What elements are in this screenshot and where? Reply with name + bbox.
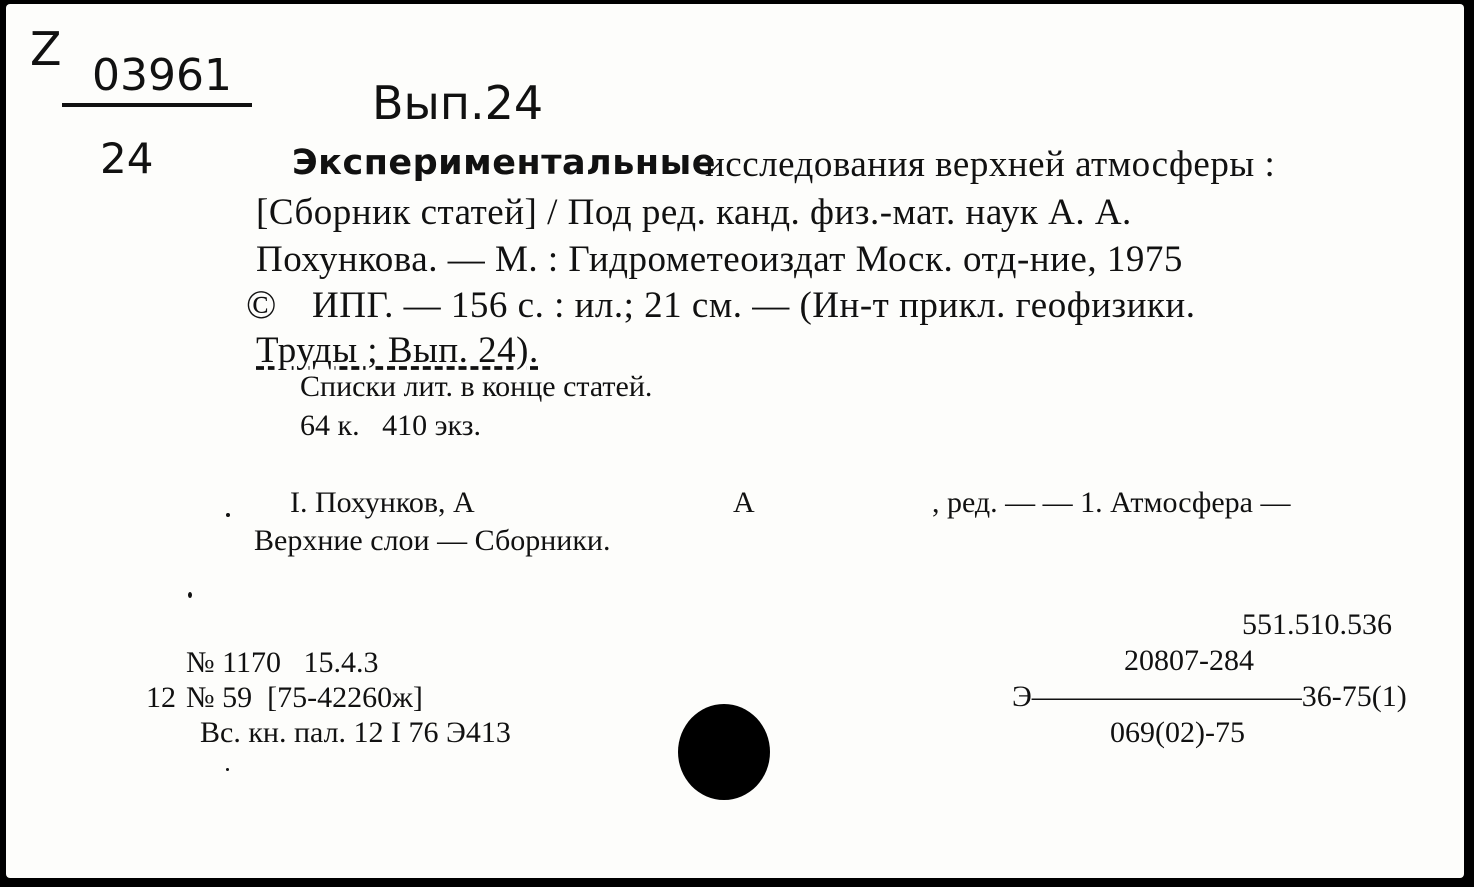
mark-dot [226, 513, 230, 517]
body-line-1: исследования верхней атмосферы : [705, 144, 1276, 185]
mark-dot [188, 592, 192, 598]
imprint-line-1: № 1170 15.4.3 [186, 646, 379, 679]
issue-label: Вып.24 [372, 76, 544, 130]
title-bold: Экспериментальные [292, 143, 716, 183]
tracing-editor: I. Похунков, А [290, 486, 475, 519]
punch-hole [678, 704, 770, 800]
classification-code-1: 20807-284 [1124, 644, 1254, 677]
classification-code-3: 069(02)-75 [1110, 716, 1245, 749]
handwritten-mark: Z [30, 22, 62, 76]
notes-bibliography: Списки лит. в конце статей. [300, 370, 653, 403]
body-line-2: [Сборник статей] / Под ред. канд. физ.-мат. наук А. А. [256, 192, 1132, 233]
call-number-underline [62, 103, 252, 107]
notes-price-print-run: 64 к. 410 экз. [300, 409, 481, 442]
imprint-line-3: Вс. кн. пал. 12 I 76 Э413 [200, 716, 511, 749]
body-line-3: Похункова. — М. : Гидрометеоиздат Моск. отд-ние, 1975 [256, 239, 1183, 280]
imprint-line-2-prefix: 12 [146, 681, 176, 714]
shelf-number: 24 [100, 134, 154, 183]
classification-code-2: Э—————————36-75(1) [1012, 680, 1407, 713]
body-line-4: ИПГ. — 156 с. : ил.; 21 см. — (Ин-т прикл. геофизики. [312, 285, 1196, 326]
tracing-initial: А [733, 486, 755, 519]
mark-dot [226, 768, 229, 771]
body-line-5: Труды ; Вып. 24). [256, 330, 539, 371]
imprint-line-2: № 59 [75-42260ж] [186, 681, 423, 714]
udc-number: 551.510.536 [1242, 608, 1392, 641]
call-number: 03961 [92, 50, 232, 101]
copyright-symbol: © [246, 282, 277, 327]
tracing-subject: , ред. — — 1. Атмосфера — [932, 486, 1291, 519]
tracing-subject-cont: Верхние слои — Сборники. [254, 524, 611, 557]
